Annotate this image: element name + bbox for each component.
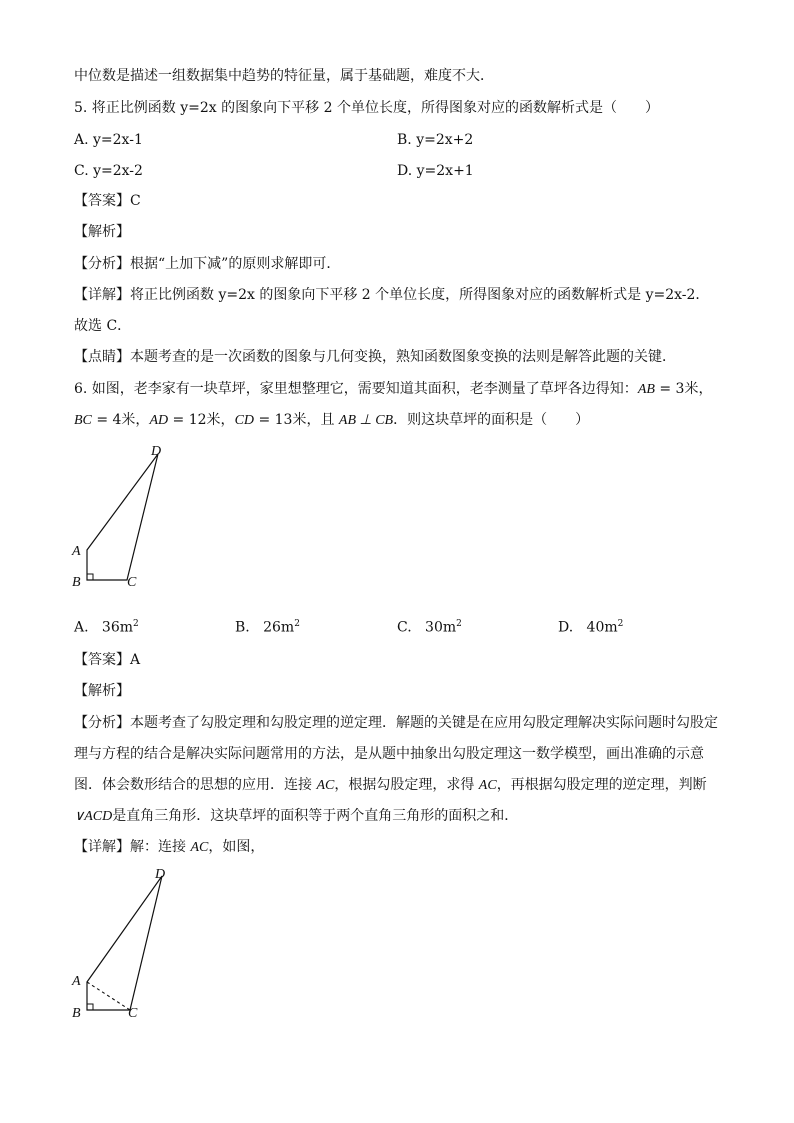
label-d: D: [155, 867, 166, 882]
label-a: A: [72, 544, 81, 559]
analysis-tag-5: [74, 223, 130, 241]
question-5: 5. 将正比例函数 y=2x 的图象向下平移 2 个单位长度，所得图象对应的函数解析式是（ ）: [74, 100, 659, 116]
option-value: 26m: [263, 619, 295, 636]
figure-outline: [87, 454, 158, 580]
option-6b: [235, 615, 300, 637]
right-angle-mark: [87, 1004, 93, 1010]
label-b: B: [72, 575, 81, 590]
option-letter: C.: [397, 619, 412, 636]
xiangjie-text: 解：连接: [130, 839, 191, 855]
quadrilateral-figure-1: [60, 440, 190, 595]
option-5c: C. y=2x-2: [74, 163, 143, 179]
fenxi-text: 图．体会数形结合的思想的应用．连接: [74, 777, 317, 793]
label-c: C: [127, 575, 137, 590]
q6-text: = 12米，: [168, 412, 235, 428]
dianjing-5: [74, 348, 676, 366]
math-ac: AC: [478, 778, 497, 793]
label-d: D: [151, 444, 162, 459]
math-ac: AC: [190, 840, 209, 855]
dianjing-text: 本题考查的是一次函数的图象与几何变换，熟知函数图象变换的法则是解答此题的关键．: [130, 349, 676, 365]
option-6a: [74, 615, 139, 637]
fenxi-label: 【分析】: [74, 715, 130, 731]
answer-6: [74, 651, 140, 669]
q6-math-bc: BC: [74, 413, 92, 428]
label-a: A: [72, 974, 81, 989]
fenxi-6-line-1: [74, 714, 718, 732]
xiangjie-text: 将正比例函数 y=2x 的图象向下平移 2 个单位长度，所得图象对应的函数解析式是 y=2x-2．: [130, 287, 710, 303]
option-6d: [558, 615, 623, 637]
xiangjie-5: [74, 286, 709, 304]
option-5d: D. y=2x+1: [397, 163, 474, 179]
math-acd: ∨ACD: [74, 809, 113, 824]
q6-math-ab: AB: [637, 382, 655, 397]
fenxi-6-line-3: [74, 776, 707, 795]
fenxi-text: ，再根据勾股定理的逆定理，判断: [496, 777, 707, 793]
xiangjie-label: 【详解】: [74, 287, 130, 303]
answer-5: [74, 192, 141, 210]
fenxi-6-line-2: 理与方程的结合是解决实际问题常用的方法，是从题中抽象出勾股定理这一数学模型，画出准确的示意: [74, 746, 704, 762]
option-5b: B. y=2x+2: [397, 132, 474, 148]
option-value: 30m: [425, 619, 457, 636]
math-ac: AC: [316, 778, 335, 793]
q6-text: ．则这块草坪的面积是（ ）: [393, 412, 590, 428]
option-6c: [397, 615, 462, 637]
xiangjie-text: ，如图，: [208, 839, 265, 855]
question-6-line-2: [74, 411, 589, 430]
fenxi-text: 是直角三角形．这块草坪的面积等于两个直角三角形的面积之和．: [112, 808, 519, 824]
fenxi-6-line-4: [74, 807, 518, 826]
fenxi-label: 【分析】: [74, 256, 130, 272]
q6-math-ad: AD: [149, 413, 169, 428]
option-letter: A.: [74, 619, 89, 636]
guxuan-5: 故选 C．: [74, 318, 132, 334]
label-c: C: [128, 1006, 138, 1021]
analysis-tag-6: [74, 682, 130, 700]
answer-tag: 【答案】: [74, 193, 130, 209]
question-6-line-1: [74, 380, 712, 399]
q6-math-cd: CD: [234, 413, 255, 428]
answer-value: A: [130, 652, 141, 668]
q6-text: = 4米，: [91, 412, 150, 428]
superscript: 2: [294, 619, 300, 629]
q6-text: 6. 如图，老李家有一块草坪，家里想整理它，需要知道其面积，老李测量了草坪各边得知：: [74, 381, 638, 397]
option-5a: A. y=2x-1: [74, 132, 143, 148]
fenxi-text: 根据“上加下减”的原则求解即可．: [130, 256, 341, 272]
option-value: 36m: [101, 619, 134, 636]
label-b: B: [72, 1006, 81, 1021]
fenxi-text: ，根据勾股定理，求得: [334, 777, 479, 793]
xiangjie-label: 【详解】: [74, 839, 130, 855]
q6-text: = 13米，且: [254, 412, 339, 428]
superscript: 2: [456, 619, 462, 629]
fenxi-text: 本题考查了勾股定理和勾股定理的逆定理．解题的关键是在应用勾股定理解决实际问题时勾股定: [130, 715, 718, 731]
dianjing-label: 【点睛】: [74, 349, 130, 365]
q6-text-tail: = 3米，: [654, 381, 713, 397]
answer-tag: 【答案】: [74, 652, 130, 668]
option-letter: B.: [235, 619, 250, 636]
analysis-label: 【解析】: [74, 683, 130, 699]
superscript: 2: [133, 619, 139, 629]
answer-value: C: [130, 193, 141, 209]
option-value: 40m: [586, 619, 618, 636]
quadrilateral-figure-2: [60, 862, 190, 1022]
right-angle-mark: [87, 574, 93, 580]
option-letter: D.: [558, 619, 574, 636]
analysis-label: 【解析】: [74, 224, 130, 240]
fenxi-5: [74, 255, 340, 273]
text-line: 中位数是描述一组数据集中趋势的特征量，属于基础题，难度不大．: [74, 68, 494, 84]
xiangjie-6: [74, 838, 264, 857]
superscript: 2: [617, 619, 624, 629]
q6-math-perp: AB ⊥ CB: [338, 413, 394, 428]
